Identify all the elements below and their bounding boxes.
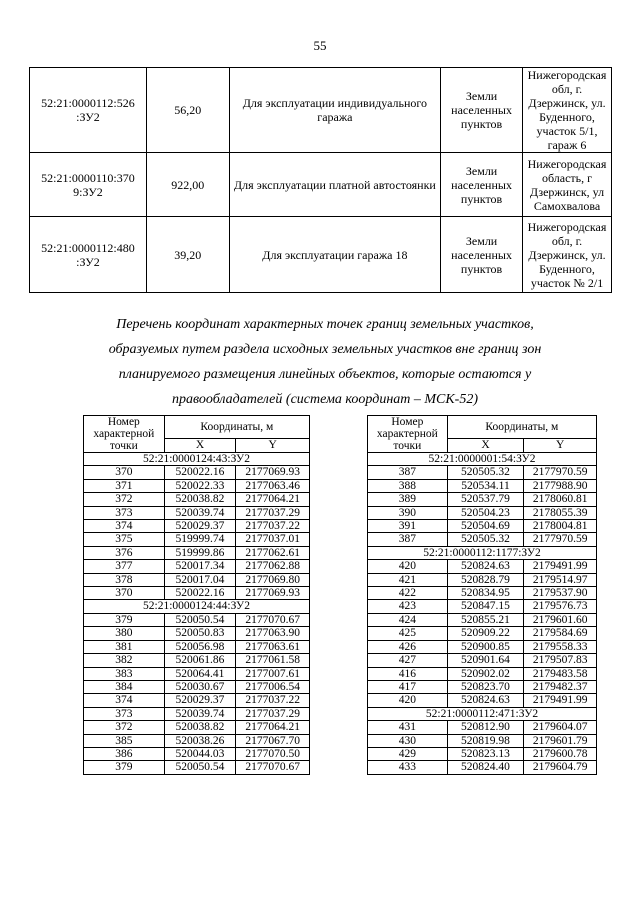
point-number: 423 [368,600,448,613]
coordinate-row [84,560,310,573]
header-y: Y [524,439,597,453]
x-coordinate: 520038.82 [164,721,236,734]
title-line: правообладателей (система координат – МСК-52) [172,392,478,407]
coordinate-row [368,520,597,533]
x-coordinate: 520061.86 [164,654,236,667]
coordinate-row [84,479,310,492]
coordinates-body-right [368,453,597,775]
x-coordinate: 520038.82 [164,493,236,506]
coordinate-row [84,546,310,559]
point-number: 389 [368,493,448,506]
point-number: 379 [84,761,165,774]
coordinate-row [368,747,597,760]
y-coordinate: 2177069.80 [236,573,310,586]
parcel-group-row [84,453,310,466]
parcel-group-label: 52:21:0000001:54:ЗУ2 [368,453,597,466]
coordinate-row [368,734,597,747]
coordinate-row [368,493,597,506]
point-number: 376 [84,546,165,559]
x-coordinate: 520834.95 [447,587,524,600]
point-number: 375 [84,533,165,546]
x-coordinate: 520504.69 [447,520,524,533]
y-coordinate: 2177063.90 [236,627,310,640]
point-number: 391 [368,520,448,533]
point-number: 424 [368,613,448,626]
y-coordinate: 2179601.79 [524,734,597,747]
y-coordinate: 2177037.22 [236,694,310,707]
y-coordinate: 2179507.83 [524,654,597,667]
coordinate-row [368,573,597,586]
coordinate-row [368,613,597,626]
x-coordinate: 520050.54 [164,613,236,626]
coordinate-row [84,613,310,626]
coordinate-row [84,734,310,747]
point-number: 373 [84,506,165,519]
y-coordinate: 2177061.58 [236,654,310,667]
y-coordinate: 2177067.70 [236,734,310,747]
point-number: 390 [368,506,448,519]
point-number: 421 [368,573,448,586]
coordinate-row [84,506,310,519]
x-coordinate: 520029.37 [164,694,236,707]
x-coordinate: 520022.16 [164,587,236,600]
point-number: 417 [368,680,448,693]
point-number: 377 [84,560,165,573]
y-coordinate: 2179491.99 [524,694,597,707]
y-coordinate: 2179491.99 [524,560,597,573]
y-coordinate: 2179600.78 [524,747,597,760]
parcel-area: 922,00 [146,153,229,217]
y-coordinate: 2179537.90 [524,587,597,600]
coordinate-row [368,654,597,667]
x-coordinate: 519999.86 [164,546,236,559]
x-coordinate: 520038.26 [164,734,236,747]
parcel-use: Для эксплуатации платной автостоянки [229,153,440,217]
x-coordinate: 520505.32 [447,533,524,546]
y-coordinate: 2177037.22 [236,520,310,533]
x-coordinate: 520050.54 [164,761,236,774]
point-number: 433 [368,761,448,774]
coordinate-row [84,694,310,707]
coordinate-row [84,667,310,680]
point-number: 370 [84,466,165,479]
y-coordinate: 2177064.21 [236,493,310,506]
y-coordinate: 2178004.81 [524,520,597,533]
y-coordinate: 2177006.54 [236,680,310,693]
point-number: 422 [368,587,448,600]
coordinates-body-left [84,453,310,775]
coordinate-row [368,627,597,640]
y-coordinate: 2179482.37 [524,680,597,693]
parcel-cadastral-number: 52:21:0000112:526 :ЗУ2 [30,68,147,153]
point-number: 416 [368,667,448,680]
point-number: 430 [368,734,448,747]
parcel-group-row [368,453,597,466]
y-coordinate: 2178055.39 [524,506,597,519]
x-coordinate: 519999.74 [164,533,236,546]
coordinate-row [84,520,310,533]
point-number: 425 [368,627,448,640]
point-number: 382 [84,654,165,667]
point-number: 381 [84,640,165,653]
title-line: планируемого размещения линейных объектов, которые остаются у [118,367,532,382]
parcel-group-label: 52:21:0000124:44:ЗУ2 [84,600,310,613]
x-coordinate: 520505.32 [447,466,524,479]
y-coordinate: 2177069.93 [236,587,310,600]
header-coordinates: Координаты, м [447,416,596,439]
y-coordinate: 2179584.69 [524,627,597,640]
point-number: 374 [84,694,165,707]
point-number: 386 [84,747,165,760]
coordinate-row [84,587,310,600]
coordinate-row [84,680,310,693]
point-number: 429 [368,747,448,760]
point-number: 383 [84,667,165,680]
header-y: Y [236,439,310,453]
point-number: 384 [84,680,165,693]
y-coordinate: 2179558.33 [524,640,597,653]
x-coordinate: 520824.63 [447,694,524,707]
parcel-category: Земли населенных пунктов [441,153,523,217]
parcels-table [29,67,612,293]
x-coordinate: 520824.40 [447,761,524,774]
header-point-number: Номер характерной точки [368,416,448,453]
y-coordinate: 2177062.61 [236,546,310,559]
coordinate-row [84,761,310,774]
parcel-area: 56,20 [146,68,229,153]
coordinate-row [368,761,597,774]
point-number: 372 [84,721,165,734]
coordinate-row [84,747,310,760]
y-coordinate: 2177007.61 [236,667,310,680]
y-coordinate: 2177070.67 [236,613,310,626]
point-number: 388 [368,479,448,492]
x-coordinate: 520824.63 [447,560,524,573]
coordinate-row [84,640,310,653]
coordinate-row [84,466,310,479]
x-coordinate: 520504.23 [447,506,524,519]
parcel-address: Нижегородская обл, г. Дзержинск, ул. Буденного, участок 5/1, гараж 6 [523,68,612,153]
parcel-cadastral-number: 52:21:0000110:370 9:ЗУ2 [30,153,147,217]
x-coordinate: 520050.83 [164,627,236,640]
x-coordinate: 520855.21 [447,613,524,626]
coordinate-row [368,479,597,492]
y-coordinate: 2177037.29 [236,506,310,519]
x-coordinate: 520022.16 [164,466,236,479]
coordinate-row [84,573,310,586]
x-coordinate: 520017.04 [164,573,236,586]
x-coordinate: 520022.33 [164,479,236,492]
y-coordinate: 2177064.21 [236,721,310,734]
x-coordinate: 520039.74 [164,506,236,519]
coordinate-row [84,721,310,734]
coordinate-row [84,627,310,640]
y-coordinate: 2177037.29 [236,707,310,720]
coordinate-row [368,667,597,680]
parcel-category: Земли населенных пунктов [441,217,523,293]
x-coordinate: 520823.13 [447,747,524,760]
parcel-group-row [84,600,310,613]
y-coordinate: 2179604.07 [524,721,597,734]
section-title [60,312,590,412]
parcel-use: Для эксплуатации гаража 18 [229,217,440,293]
coordinate-row [368,640,597,653]
parcel-use: Для эксплуатации индивидуального гаража [229,68,440,153]
x-coordinate: 520056.98 [164,640,236,653]
y-coordinate: 2177970.59 [524,466,597,479]
x-coordinate: 520823.70 [447,680,524,693]
header-coordinates: Координаты, м [164,416,309,439]
y-coordinate: 2179601.60 [524,613,597,626]
parcel-address: Нижегородская обл, г. Дзержинск, ул. Буденного, участок № 2/1 [523,217,612,293]
coordinate-row [368,600,597,613]
header-x: X [447,439,524,453]
parcel-address: Нижегородская область, г Дзержинск, ул Самохвалова [523,153,612,217]
point-number: 387 [368,466,448,479]
point-number: 374 [84,520,165,533]
y-coordinate: 2177970.59 [524,533,597,546]
point-number: 370 [84,587,165,600]
parcel-group-row [368,546,597,559]
x-coordinate: 520029.37 [164,520,236,533]
x-coordinate: 520909.22 [447,627,524,640]
y-coordinate: 2177069.93 [236,466,310,479]
coordinate-row [84,533,310,546]
x-coordinate: 520017.34 [164,560,236,573]
point-number: 426 [368,640,448,653]
parcel-category: Земли населенных пунктов [441,68,523,153]
coordinate-row [368,721,597,734]
point-number: 387 [368,533,448,546]
x-coordinate: 520828.79 [447,573,524,586]
coordinate-row [368,680,597,693]
y-coordinate: 2177070.50 [236,747,310,760]
x-coordinate: 520900.85 [447,640,524,653]
header-x: X [164,439,236,453]
x-coordinate: 520847.15 [447,600,524,613]
point-number: 372 [84,493,165,506]
x-coordinate: 520039.74 [164,707,236,720]
parcel-area: 39,20 [146,217,229,293]
y-coordinate: 2177988.90 [524,479,597,492]
parcel-row [30,153,612,217]
title-line: образуемых путем раздела исходных земельных участков вне границ зон [108,342,542,357]
x-coordinate: 520030.67 [164,680,236,693]
x-coordinate: 520064.41 [164,667,236,680]
y-coordinate: 2178060.81 [524,493,597,506]
point-number: 427 [368,654,448,667]
y-coordinate: 2179604.79 [524,761,597,774]
y-coordinate: 2177037.01 [236,533,310,546]
coordinate-row [368,560,597,573]
coordinate-row [84,493,310,506]
header-point-number: Номер характерной точки [84,416,165,453]
page-number: 55 [313,38,327,53]
point-number: 379 [84,613,165,626]
y-coordinate: 2179576.73 [524,600,597,613]
coordinate-row [368,533,597,546]
title-line: Перечень координат характерных точек границ земельных участков, [116,317,534,332]
coordinate-row [368,506,597,519]
x-coordinate: 520901.64 [447,654,524,667]
coordinate-row [368,694,597,707]
y-coordinate: 2179514.97 [524,573,597,586]
point-number: 373 [84,707,165,720]
point-number: 378 [84,573,165,586]
y-coordinate: 2177070.67 [236,761,310,774]
x-coordinate: 520812.90 [447,721,524,734]
parcel-group-label: 52:21:0000112:471:ЗУ2 [368,707,597,720]
coordinate-row [84,707,310,720]
coordinate-row [84,654,310,667]
y-coordinate: 2177062.88 [236,560,310,573]
coordinate-row [368,587,597,600]
point-number: 380 [84,627,165,640]
y-coordinate: 2177063.61 [236,640,310,653]
x-coordinate: 520819.98 [447,734,524,747]
parcel-row [30,217,612,293]
coordinates-table-left [83,415,310,775]
x-coordinate: 520534.11 [447,479,524,492]
point-number: 385 [84,734,165,747]
x-coordinate: 520902.02 [447,667,524,680]
parcel-group-label: 52:21:0000112:1177:ЗУ2 [368,546,597,559]
point-number: 420 [368,560,448,573]
y-coordinate: 2179483.58 [524,667,597,680]
coordinates-table-right [367,415,597,775]
point-number: 371 [84,479,165,492]
x-coordinate: 520537.79 [447,493,524,506]
parcel-cadastral-number: 52:21:0000112:480 :ЗУ2 [30,217,147,293]
parcel-group-row [368,707,597,720]
parcel-row [30,68,612,153]
point-number: 420 [368,694,448,707]
parcel-group-label: 52:21:0000124:43:ЗУ2 [84,453,310,466]
coordinate-row [368,466,597,479]
x-coordinate: 520044.03 [164,747,236,760]
y-coordinate: 2177063.46 [236,479,310,492]
point-number: 431 [368,721,448,734]
